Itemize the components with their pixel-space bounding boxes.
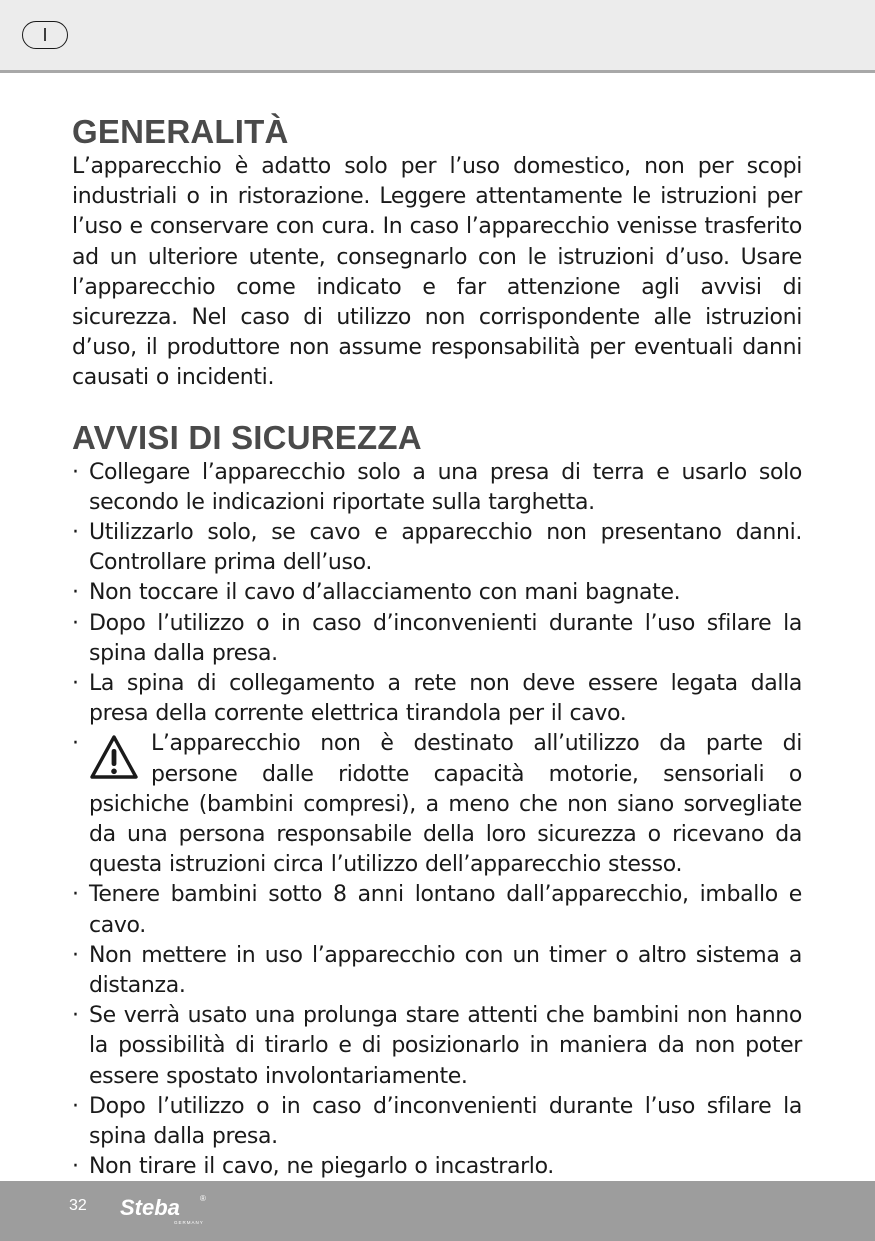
bullet: · (72, 942, 79, 968)
bullet: · (72, 520, 79, 546)
list-item-text: Tenere bambini sotto 8 anni lontano dall’apparecchio, imballo e cavo. (89, 882, 802, 938)
page-footer (0, 1181, 875, 1241)
bullet: · (72, 1154, 79, 1180)
list-item-text: Dopo l’utilizzo o in caso d’inconvenienti durante l’uso sfilare la spina dalla presa. (89, 610, 802, 666)
section-title-safety: AVVISI DI SICUREZZA (72, 418, 422, 456)
list-item (72, 578, 802, 608)
list-item (72, 1152, 802, 1182)
list-item-warning (72, 729, 802, 880)
page-header (0, 0, 875, 70)
section-title-general: GENERALITÀ (72, 113, 289, 150)
bullet: · (72, 731, 79, 757)
bullet: · (72, 580, 79, 606)
warning-triangle-icon (89, 733, 139, 783)
list-item-text: L’apparecchio non è destinato all’utilizzo da parte di persone dalle ridotte capacità motorie, sensoriali o psichiche (bambini compresi), a meno che non siano sorvegliate da una persona responsabile della loro sicurezza o ricevano da questa istruzioni circa l’utilizzo dell’apparecchio stesso. (89, 731, 802, 878)
list-item (72, 669, 802, 729)
list-item-text: Collegare l’apparecchio solo a una presa di terra e usarlo solo secondo le indicazioni riportate sulla targhetta. (89, 459, 802, 515)
bullet: · (72, 882, 79, 908)
list-item (72, 1001, 802, 1092)
brand-name: Steba (120, 1195, 180, 1220)
list-item-text: Se verrà usato una prolunga stare attenti che bambini non hanno la possibilità di tirarlo e di posizionarlo in maniera da non poter essere spostato involontariamente. (89, 1003, 802, 1089)
list-item (72, 609, 802, 669)
list-item (72, 880, 802, 940)
bullet: · (72, 610, 79, 636)
list-item-text: Non tirare il cavo, ne piegarlo o incastrarlo. (89, 1154, 554, 1180)
brand-tagline: GERMANY (174, 1220, 204, 1225)
list-item-text: Non mettere in uso l’apparecchio con un timer o altro sistema a distanza. (89, 942, 802, 999)
general-paragraph: L’apparecchio è adatto solo per l’uso domestico, non per scopi industriali o in ristorazione. Leggere attentamente le istruzioni per l’uso e conservare con cura. In caso l’apparecchio venisse trasferito ad un ulteriore utente, consegnarlo con le istruzioni d’uso. Usare l’apparecchio come indicato e far attenzione agli avvisi di sicurezza. Nel caso di utilizzo non corrispondente alle istruzioni d’uso, il produttore non assume responsabilità per eventuali danni causati o incidenti. (72, 154, 802, 391)
bullet: · (72, 671, 79, 697)
language-badge: I (22, 21, 68, 49)
page-number: 32 (69, 1197, 87, 1214)
safety-list (72, 458, 802, 1183)
bullet: · (72, 459, 79, 485)
page-content (72, 112, 802, 1183)
steba-logo (118, 1193, 214, 1227)
registered-mark: ® (200, 1194, 206, 1203)
list-item (72, 941, 802, 1001)
list-item (72, 518, 802, 578)
list-item (72, 458, 802, 518)
list-item-text: Utilizzarlo solo, se cavo e apparecchio non presentano danni. Controllare prima dell’uso. (89, 520, 802, 576)
list-item-text: Dopo l’utilizzo o in caso d’inconvenienti durante l’uso sfilare la spina dalla presa. (89, 1093, 802, 1150)
list-item (72, 1092, 802, 1152)
bullet: · (72, 1003, 79, 1029)
list-item-text: Non toccare il cavo d’allacciamento con mani bagnate. (89, 580, 681, 606)
bullet: · (72, 1093, 79, 1119)
header-divider (0, 70, 875, 73)
list-item-text: La spina di collegamento a rete non deve essere legata dalla presa della corrente elettrica tirandola per il cavo. (89, 671, 802, 727)
